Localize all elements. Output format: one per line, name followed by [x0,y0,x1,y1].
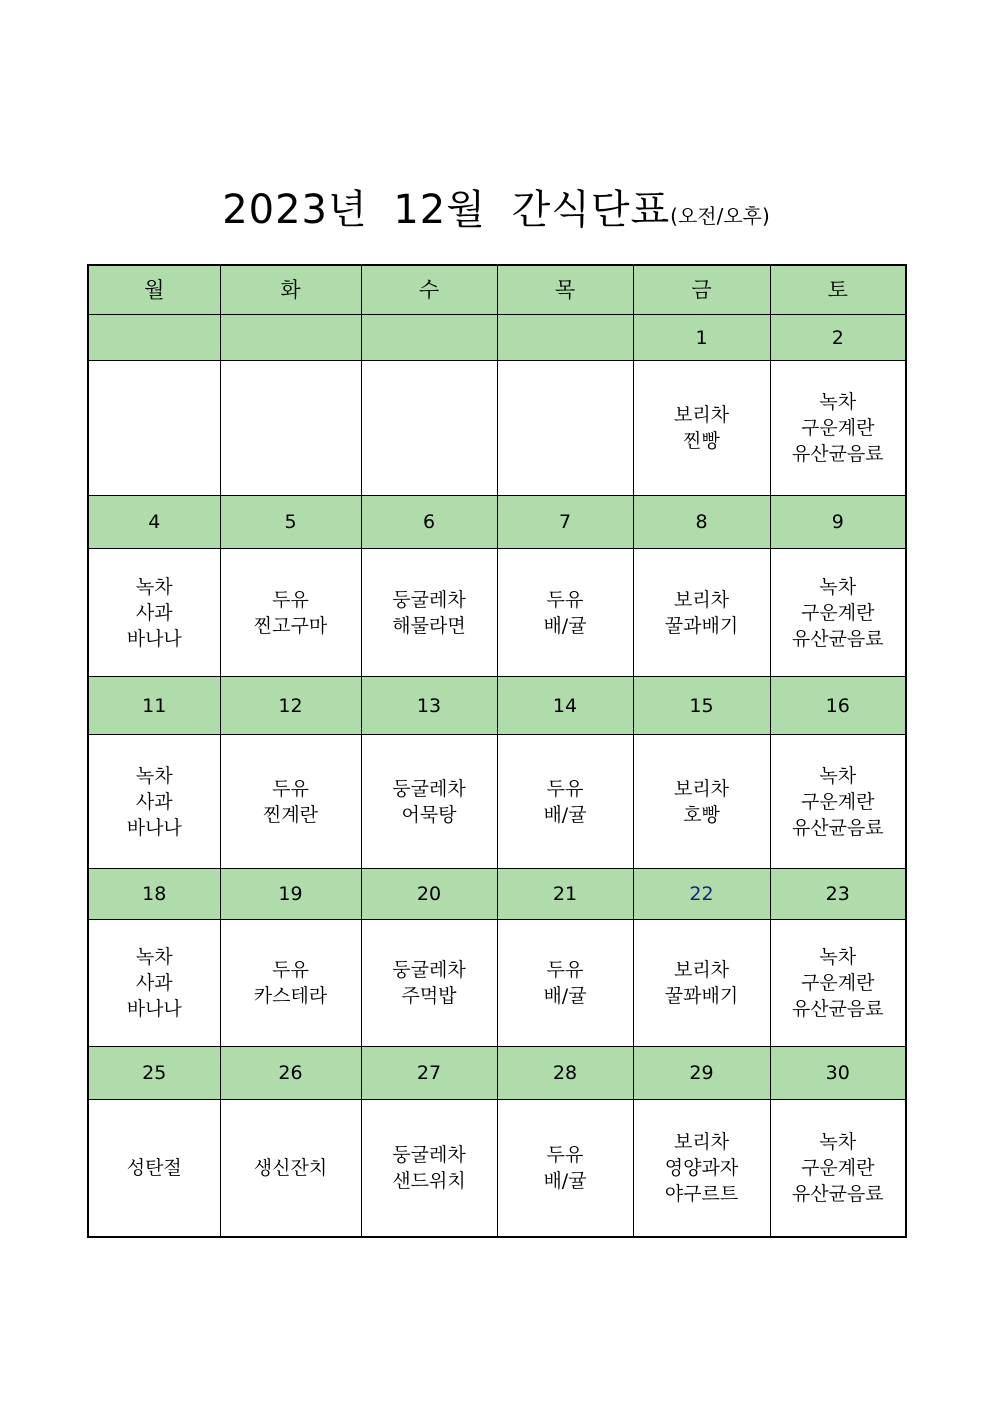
title-main: 2023년 12월 간식단표 [222,187,671,233]
menu-item: 구운계란 [801,601,875,624]
menu-item: 두유 [546,588,584,611]
menu-item: 유산균음료 [791,1182,884,1205]
menu-cell [770,549,906,677]
date-cell: 9 [770,496,906,549]
menu-cell [770,735,906,869]
date-cell [220,315,361,361]
date-cell [497,315,633,361]
menu-item: 성탄절 [126,1156,182,1179]
menu-item: 사과 [135,972,173,994]
menu-cell [770,920,906,1047]
date-cell: 13 [361,677,497,735]
menu-item: 보리차 [673,588,730,611]
date-cell: 14 [497,677,633,735]
date-cell [88,315,220,361]
weekday-header-cell: 수 [361,265,497,315]
menu-cell [88,361,220,496]
menu-item: 배/귤 [543,614,587,637]
menu-item: 녹차 [819,391,857,413]
menu-cell [88,920,220,1047]
menu-table-body [88,265,906,1237]
menu-cell [497,1100,633,1237]
menu-item: 보리차 [673,959,730,981]
weekday-header-cell: 금 [633,265,770,315]
menu-cell [497,920,633,1047]
menu-item: 두유 [546,1143,584,1166]
menu-item: 보리차 [673,1130,730,1153]
menu-item: 유산균음료 [791,627,884,650]
menu-cell [633,735,770,869]
menu-item: 사과 [135,601,173,624]
date-cell: 21 [497,869,633,920]
menu-item: 바나나 [126,627,182,650]
menu-cell [361,920,497,1047]
menu-item: 찐빵 [683,430,720,452]
menu-item: 녹차 [819,764,857,787]
menu-item: 두유 [546,777,584,800]
menu-item: 둥굴레차 [392,777,466,800]
menu-item: 영양과자 [664,1156,739,1179]
title-subtitle: (오전/오후) [670,204,770,228]
menu-row [88,549,906,677]
menu-cell [361,735,497,869]
menu-item: 둥굴레차 [392,588,466,611]
menu-cell [361,1100,497,1237]
menu-item: 찐고구마 [253,614,328,637]
menu-item: 바나나 [126,816,182,839]
date-cell: 11 [88,677,220,735]
menu-cell [220,549,361,677]
menu-item: 유산균음료 [791,998,884,1020]
menu-cell [497,735,633,869]
date-cell: 8 [633,496,770,549]
date-cell: 22 [633,869,770,920]
menu-item: 두유 [272,777,309,800]
date-row [88,1047,906,1100]
menu-item: 야구르트 [664,1182,739,1205]
menu-cell [497,361,633,496]
menu-item: 둥굴레차 [392,1143,466,1166]
date-cell: 1 [633,315,770,361]
menu-cell [220,920,361,1047]
menu-cell [361,549,497,677]
menu-cell [220,1100,361,1237]
menu-item: 배/귤 [543,1169,587,1192]
menu-item: 배/귤 [543,803,587,826]
menu-item: 주먹밥 [401,985,457,1007]
date-row [88,496,906,549]
menu-cell [770,361,906,496]
menu-item: 녹차 [135,575,173,598]
weekday-header-cell: 월 [88,265,220,315]
date-cell: 23 [770,869,906,920]
menu-cell [770,1100,906,1237]
menu-item: 배/귤 [543,985,587,1007]
date-cell: 27 [361,1047,497,1100]
date-cell: 19 [220,869,361,920]
menu-cell [633,361,770,496]
menu-item: 녹차 [819,575,857,598]
date-cell: 28 [497,1047,633,1100]
menu-cell [361,361,497,496]
menu-item: 유산균음료 [791,816,884,839]
menu-item: 어묵탕 [401,803,457,826]
menu-row [88,920,906,1047]
menu-item: 녹차 [135,946,173,968]
menu-row [88,1100,906,1237]
menu-row [88,361,906,496]
menu-item: 녹차 [135,764,173,787]
weekday-header-cell: 토 [770,265,906,315]
menu-cell [88,1100,220,1237]
menu-item: 카스테라 [253,985,328,1007]
date-cell: 2 [770,315,906,361]
menu-cell [633,920,770,1047]
menu-item: 구운계란 [801,1156,875,1179]
date-cell [361,315,497,361]
date-cell: 4 [88,496,220,549]
menu-cell [497,549,633,677]
weekday-header-row [88,265,906,315]
menu-row [88,735,906,869]
date-row [88,315,906,361]
date-cell: 15 [633,677,770,735]
date-cell: 16 [770,677,906,735]
date-cell: 5 [220,496,361,549]
menu-item: 구운계란 [801,790,875,813]
menu-item: 바나나 [126,998,182,1020]
menu-item: 두유 [272,588,309,611]
menu-item: 호빵 [683,803,720,826]
menu-cell [220,735,361,869]
date-cell: 7 [497,496,633,549]
menu-item: 두유 [272,959,309,981]
date-cell: 29 [633,1047,770,1100]
weekday-header-cell: 화 [220,265,361,315]
page-title [0,178,992,235]
menu-cell [88,735,220,869]
date-cell: 30 [770,1047,906,1100]
menu-item: 유산균음료 [791,443,884,465]
menu-item: 꿀과배기 [664,614,739,637]
menu-item: 꿀꽈배기 [664,985,739,1007]
date-cell: 6 [361,496,497,549]
date-cell: 18 [88,869,220,920]
menu-item: 샌드위치 [392,1169,466,1192]
menu-item: 찐계란 [262,803,319,826]
menu-item: 녹차 [819,1130,857,1153]
menu-item: 보리차 [673,404,730,426]
menu-item: 사과 [135,790,173,813]
date-cell: 26 [220,1047,361,1100]
menu-item: 해물라면 [392,614,466,637]
menu-cell [88,549,220,677]
menu-item: 둥굴레차 [392,959,466,981]
menu-item: 구운계란 [801,417,875,439]
menu-item: 보리차 [673,777,730,800]
menu-item: 녹차 [819,946,857,968]
menu-item: 생신잔치 [253,1156,328,1179]
weekday-header-cell: 목 [497,265,633,315]
date-cell: 20 [361,869,497,920]
menu-cell [633,549,770,677]
date-cell: 25 [88,1047,220,1100]
date-row [88,677,906,735]
date-cell: 12 [220,677,361,735]
menu-item: 구운계란 [801,972,875,994]
menu-cell [220,361,361,496]
menu-item: 두유 [546,959,584,981]
date-row [88,869,906,920]
menu-cell [633,1100,770,1237]
snack-menu-table [87,264,907,1238]
